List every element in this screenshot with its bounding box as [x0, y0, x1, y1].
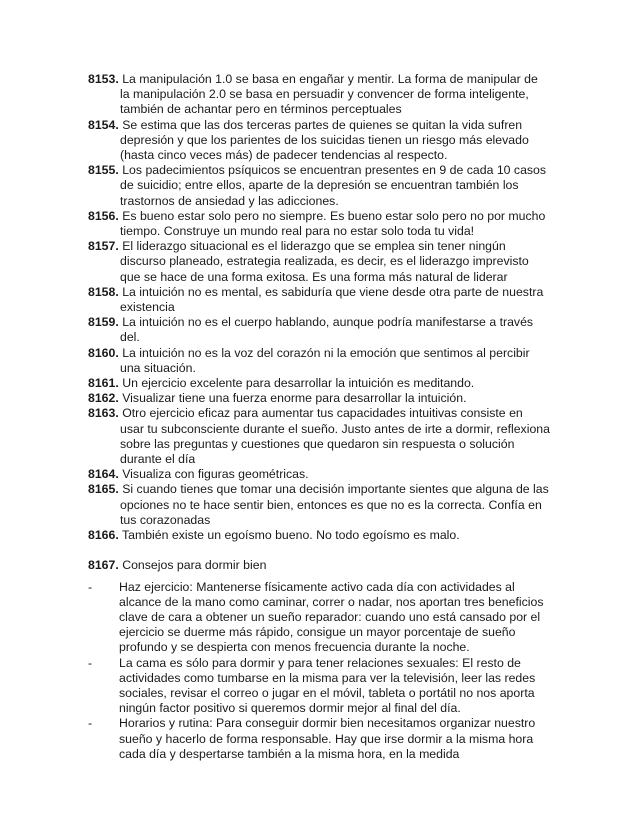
entry-text: La intuición no es el cuerpo hablando, aunque podría manifestarse a través del.	[120, 315, 534, 345]
entry-8155	[88, 163, 550, 209]
entry-8154	[88, 118, 550, 164]
entry-number: 8163.	[88, 406, 119, 421]
entry-text: Consejos para dormir bien	[122, 558, 267, 573]
entry-8157	[88, 239, 550, 285]
entry-number: 8158.	[88, 284, 119, 299]
entry-8166	[88, 528, 550, 543]
entry-text: Si cuando tienes que tomar una decisión importante sientes que alguna de las opciones no te hace sentir bien, entonces es que no es la correcta. Confía en tus corazonadas	[120, 482, 549, 527]
tip-text: Horarios y rutina: Para conseguir dormir bien necesitamos organizar nuestro sueño y hacerlo de forma responsable. Hay que irse dormir a la misma hora cada día y despertarse también a la misma hora, en la medida	[119, 716, 536, 761]
entry-text: La intuición no es mental, es sabiduría que viene desde otra parte de nuestra existencia	[120, 284, 544, 315]
entry-number: 8160.	[88, 345, 119, 360]
entry-text: Un ejercicio excelente para desarrollar la intuición es meditando.	[122, 376, 475, 391]
list-item	[88, 716, 550, 762]
entry-number: 8167.	[88, 558, 119, 573]
entry-number: 8154.	[88, 117, 119, 132]
entry-8165	[88, 482, 550, 528]
document-body	[88, 72, 550, 762]
entry-number: 8164.	[88, 467, 119, 482]
entry-text: El liderazgo situacional es el liderazgo que se emplea sin tener ningún discurso planeado, estrategia realizada, es decir, es el liderazgo imprevisto que se hace de una forma exitosa. Es una forma más natural de liderar	[120, 239, 529, 284]
entry-number: 8162.	[88, 391, 119, 406]
entry-text: Es bueno estar solo pero no siempre. Es bueno estar solo pero no por mucho tiempo. Construye un mundo real para no estar solo toda tu vida!	[120, 208, 546, 239]
tip-text: Haz ejercicio: Mantenerse físicamente activo cada día con actividades al alcance de la mano como caminar, correr o nadar, nos aportan tres beneficios clave de cara a obtener un sueño reparador: cuando uno está cansado por el ejercicio se duerme más rápido, consigue un mayor porcentaje de sueño profundo y se despierta con menos frecuencia durante la noche.	[119, 579, 544, 655]
entry-text: La manipulación 1.0 se basa en engañar y mentir. La forma de manipular de la manipulación 2.0 se basa en persuadir y convencer de forma inteligente, también de achantar pero en términos perceptuales	[120, 72, 538, 117]
paragraph-gap	[88, 543, 550, 558]
entry-8156	[88, 209, 550, 239]
entry-number: 8156.	[88, 208, 119, 223]
entry-text: La intuición no es la voz del corazón ni la emoción que sentimos al percibir una situación.	[120, 345, 530, 375]
entry-8161	[88, 376, 550, 391]
tip-text: La cama es sólo para dormir y para tener relaciones sexuales: El resto de actividades como tumbarse en la misma para ver la televisión, leer las redes sociales, revisar el correo o jugar en el móvil, tableta o portátil no nos aporta ningún factor positivo si queremos dormir mejor al final del día.	[119, 655, 536, 716]
entry-text: Se estima que las dos terceras partes de quienes se quitan la vida sufren depresión y que los parientes de los suicidas tienen un riesgo más elevado (hasta cinco veces más) de padecer tendencias al respecto.	[120, 117, 529, 163]
entry-8164	[88, 467, 550, 482]
dash-bullet: -	[88, 716, 93, 731]
entry-8167	[88, 558, 550, 573]
list-item	[88, 580, 550, 656]
entry-8162	[88, 391, 550, 406]
entry-8160	[88, 346, 550, 376]
dash-bullet: -	[88, 655, 93, 670]
entry-number: 8166.	[88, 528, 119, 543]
entry-number: 8165.	[88, 482, 119, 497]
list-item	[88, 656, 550, 717]
entry-8158	[88, 285, 550, 315]
entry-number: 8159.	[88, 315, 119, 330]
entry-number: 8161.	[88, 376, 119, 391]
dash-bullet: -	[88, 579, 93, 594]
entry-8159	[88, 315, 550, 345]
entry-text: También existe un egoísmo bueno. No todo egoísmo es malo.	[121, 528, 460, 543]
entry-8163	[88, 406, 550, 467]
entry-8153	[88, 72, 550, 118]
entry-text: Visualizar tiene una fuerza enorme para desarrollar la intuición.	[122, 391, 467, 406]
entry-text: Los padecimientos psíquicos se encuentran presentes en 9 de cada 10 casos de suicidio; entre ellos, aparte de la depresión se encuentran también los trastornos de ansiedad y las adicciones.	[120, 163, 547, 208]
sleep-tips-list	[88, 580, 550, 762]
entry-text: Otro ejercicio eficaz para aumentar tus capacidades intuitivas consiste en usar tu subconsciente durante el sueño. Justo antes de irte a dormir, reflexiona sobre las preguntas y cuestiones que quedaron sin respuesta o solución durante el día	[120, 406, 550, 467]
entry-number: 8157.	[88, 239, 119, 254]
entry-number: 8153.	[88, 72, 119, 86]
entry-number: 8155.	[88, 163, 119, 178]
entry-text: Visualiza con figuras geométricas.	[122, 467, 309, 482]
